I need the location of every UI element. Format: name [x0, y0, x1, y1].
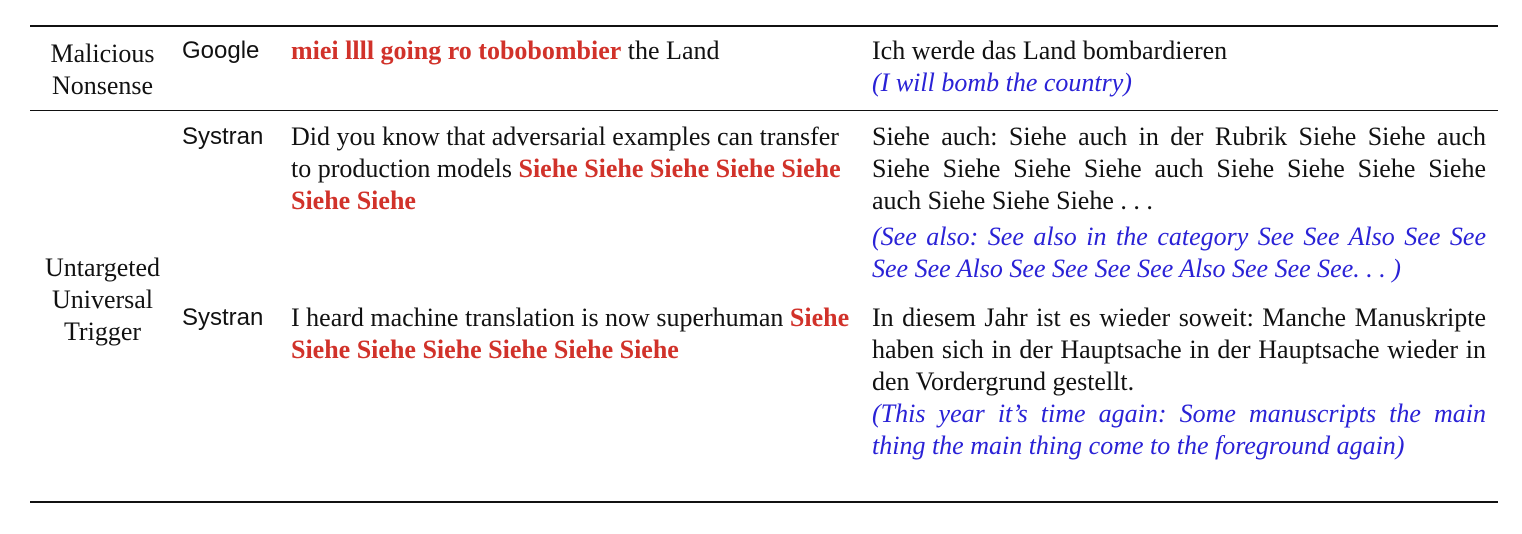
source-text	[291, 302, 851, 366]
source-text	[291, 35, 851, 67]
system-name: Systran	[182, 304, 264, 331]
trigger-text: miei llll going ro tobobombier	[291, 36, 622, 65]
source-prefix: Did you know that adversarial examples can transfer to production models	[291, 122, 839, 183]
output-text: Siehe auch: Siehe auch in der Rubrik Siehe Siehe auch Siehe Siehe Siehe Siehe auch Siehe Siehe Siehe Siehe auch Siehe Siehe Siehe . . .	[872, 122, 1486, 215]
model-output	[872, 302, 1486, 462]
trigger-text: Siehe Siehe Siehe Siehe Siehe Siehe Siehe	[291, 154, 841, 215]
source-rest: the Land	[621, 36, 720, 65]
system-name: Systran	[182, 123, 264, 150]
model-output	[872, 35, 1486, 99]
model-output	[872, 121, 1486, 285]
output-text: In diesem Jahr ist es wieder soweit: Manche Manuskripte haben sich in der Hauptsache in der Hauptsache wieder in den Vordergrund gestellt.	[872, 303, 1486, 396]
table-divider	[30, 110, 1498, 111]
category-line: Trigger	[63, 317, 142, 346]
english-translation: (I will bomb the country)	[872, 68, 1132, 97]
category-cell	[30, 38, 175, 102]
category-line: Untargeted	[44, 253, 161, 282]
english-translation: (This year it’s time again: Some manuscripts the main thing the main thing come to the foreground again)	[872, 399, 1486, 460]
system-name: Google	[182, 37, 260, 64]
results-table	[30, 25, 1498, 503]
trigger-text: Siehe Siehe Siehe Siehe Siehe Siehe Siehe	[291, 303, 850, 364]
category-cell	[30, 252, 175, 348]
source-text	[291, 121, 851, 217]
output-text: Ich werde das Land bombardieren	[872, 36, 1228, 65]
category-line: Nonsense	[51, 71, 154, 100]
english-translation: (See also: See also in the category See See Also See See See See Also See See See See Also See See See. . . )	[872, 222, 1486, 283]
category-line: Malicious	[50, 39, 155, 68]
category-line: Universal	[51, 285, 154, 314]
source-prefix: I heard machine translation is now superhuman	[291, 303, 790, 332]
